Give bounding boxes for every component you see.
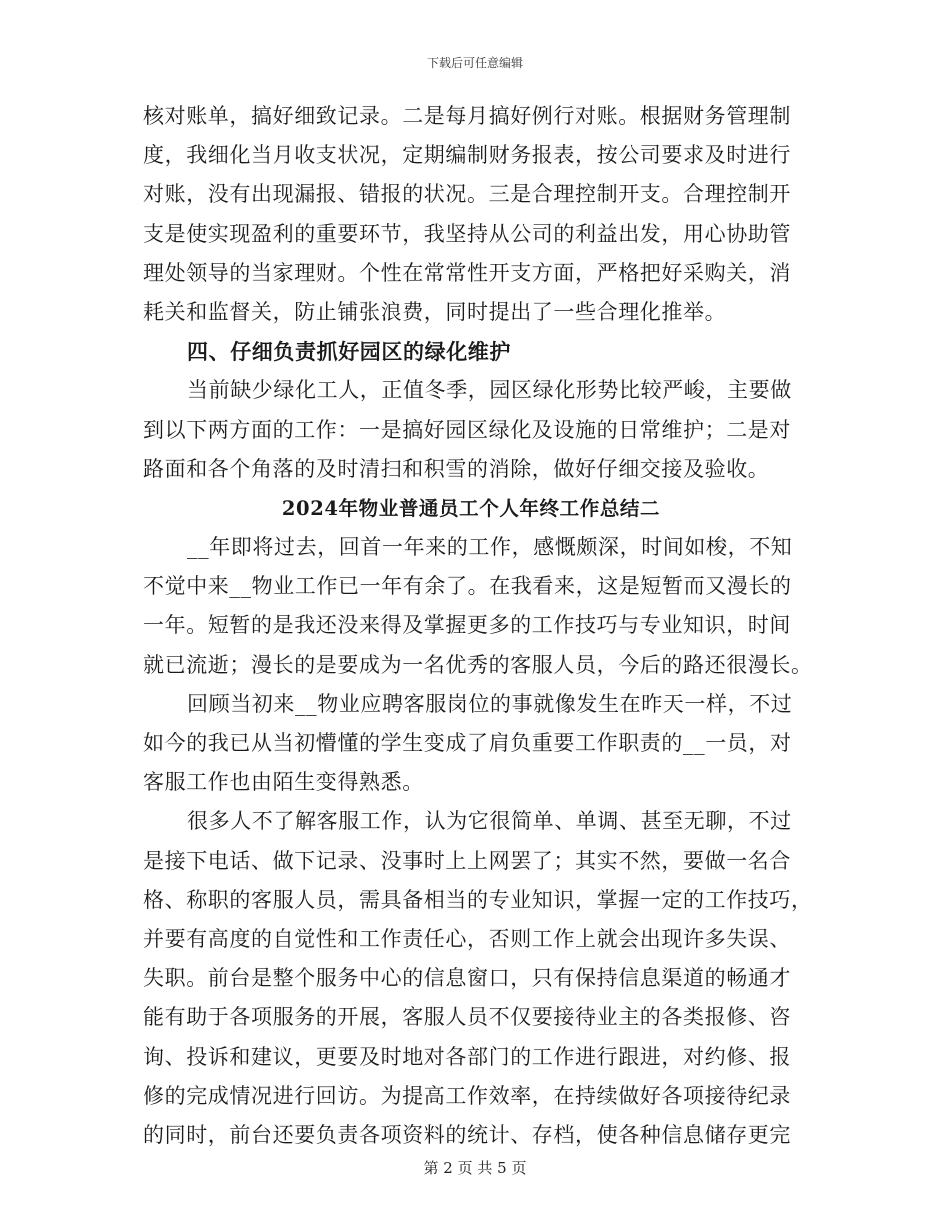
paragraph-line: 核对账单，搞好细致记录。二是每月搞好例行对账。根据财务管理制 (143, 104, 791, 128)
paragraph-line: 客服工作也由陌生变得熟悉。 (143, 770, 424, 795)
section-heading: 四、仔细负责抓好园区的绿化维护 (187, 339, 511, 365)
page-number-footer: 第 2 页 共 5 页 (423, 1159, 527, 1177)
paragraph-line: 是接下电话、做下记录、没事时上上网罢了；其实不然，要做一名合 (143, 848, 791, 873)
paragraph-line: __年即将过去，回首一年来的工作，感慨颇深，时间如梭，不知 (187, 535, 793, 560)
paragraph-line: 当前缺少绿化工人，正值冬季，园区绿化形势比较严峻，主要做 (187, 378, 792, 403)
paragraph-line: 失职。前台是整个服务中心的信息窗口，只有保持信息渠道的畅通才 (143, 966, 791, 991)
paragraph-line: 路面和各个角落的及时清扫和积雪的消除，做好仔细交接及验收。 (143, 456, 770, 481)
paragraph-line: 询、投诉和建议，更要及时地对各部门的工作进行跟进，对约修、报 (143, 1044, 791, 1069)
document-body (143, 97, 813, 1155)
paragraph-line: 能有助于各项服务的开展，客服人员不仅要接待业主的各类报修、咨 (143, 1005, 791, 1030)
paragraph-line: 修的完成情况进行回访。为提高工作效率，在持续做好各项接待纪录 (143, 1083, 791, 1108)
paragraph-line: 如今的我已从当初懵懂的学生变成了肩负重要工作职责的__一员，对 (143, 731, 792, 755)
paragraph-line: 格、称职的客服人员，需具备相当的专业知识，掌握一定的工作技巧， (143, 887, 813, 912)
article-title: 2024年物业普通员工个人年终工作总结二 (281, 496, 661, 520)
paragraph-line: 对账，没有出现漏报、错报的状况。三是合理控制开支。合理控制开 (143, 182, 791, 207)
paragraph-line: 不觉中来__物业工作已一年有余了。在我看来，这是短暂而又漫长的 (143, 574, 792, 599)
paragraph-line: 到以下两方面的工作：一是搞好园区绿化及设施的日常维护；二是对 (143, 417, 791, 442)
paragraph-line: 的同时，前台还要负责各项资料的统计、存档，使各种信息储存更完 (143, 1122, 791, 1147)
paragraph-line: 就已流逝；漫长的是要成为一名优秀的客服人员，今后的路还很漫长。 (143, 652, 813, 677)
paragraph-line: 一年。短暂的是我还没来得及掌握更多的工作技巧与专业知识，时间 (143, 613, 791, 638)
paragraph-line: 耗关和监督关，防止铺张浪费，同时提出了一些合理化推举。 (143, 299, 727, 324)
paragraph-line: 度，我细化当月收支状况，定期编制财务报表，按公司要求及时进行 (143, 143, 791, 168)
page-header-note: 下载后可任意编辑 (426, 56, 523, 70)
paragraph-line: 理处领导的当家理财。个性在常常性开支方面，严格把好采购关，消 (143, 260, 791, 285)
paragraph-line: 很多人不了解客服工作，认为它很简单、单调、甚至无聊，不过 (187, 809, 792, 834)
paragraph-line: 回顾当初来__物业应聘客服岗位的事就像发生在昨天一样，不过 (187, 691, 793, 716)
paragraph-line: 支是使实现盈利的重要环节，我坚持从公司的利益出发，用心协助管 (143, 221, 791, 246)
paragraph-line: 并要有高度的自觉性和工作责任心，否则工作上就会出现许多失误、 (143, 926, 791, 951)
